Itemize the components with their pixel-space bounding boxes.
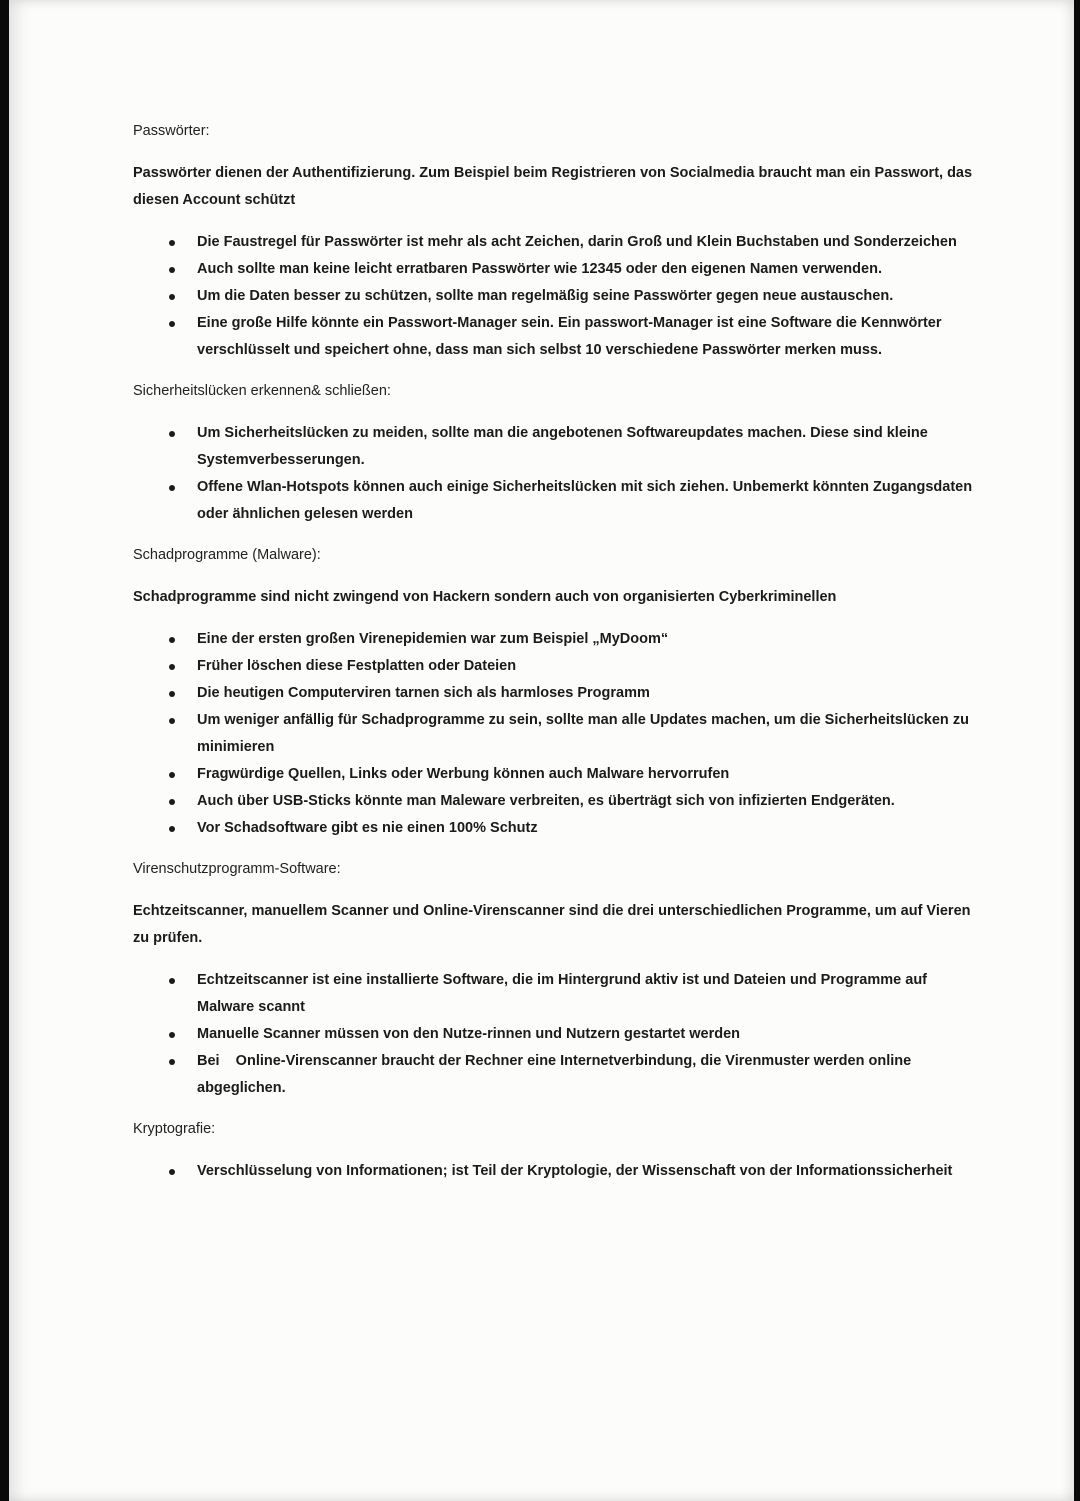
bullet-text: Auch über USB-Sticks könnte man Maleware verbreiten, es überträgt sich von infizierten Endgeräten. xyxy=(197,793,895,809)
bullet-dot-icon xyxy=(169,267,175,273)
section-paragraph: Passwörter dienen der Authentifizierung. Zum Beispiel beim Registrieren von Socialmedia braucht man ein Passwort, das diesen Account schützt xyxy=(133,165,973,208)
bullet-list xyxy=(133,420,973,528)
bullet-dot-icon xyxy=(169,485,175,491)
bullet-list xyxy=(133,626,973,842)
bullet-item xyxy=(133,1048,973,1102)
bullet-item xyxy=(133,788,973,815)
bullet-item xyxy=(133,310,973,364)
bullet-text: Eine große Hilfe könnte ein Passwort-Manager sein. Ein passwort-Manager ist eine Software die Kennwörter verschlüsselt und speichert ohne, dass man sich selbst 10 verschiedene Passwörter merken muss. xyxy=(197,315,942,358)
section-heading: Virenschutzprogramm-Software: xyxy=(133,861,341,877)
bullet-text: Bei Online-Virenscanner braucht der Rechner eine Internetverbindung, die Virenmuster werden online abgeglichen. xyxy=(197,1053,916,1096)
bullet-item xyxy=(133,653,973,680)
bullet-item xyxy=(133,256,973,283)
bullet-text: Um weniger anfällig für Schadprogramme zu sein, sollte man alle Updates machen, um die Sicherheitslücken zu minimieren xyxy=(197,712,969,755)
bullet-list xyxy=(133,967,973,1102)
bullet-text: Früher löschen diese Festplatten oder Dateien xyxy=(197,658,517,674)
bullet-text: Fragwürdige Quellen, Links oder Werbung können auch Malware hervorrufen xyxy=(197,766,730,782)
bullet-item xyxy=(133,283,973,310)
bullet-item xyxy=(133,967,973,1021)
section-passwoerter xyxy=(133,122,973,364)
section-heading: Passwörter: xyxy=(133,123,210,139)
bullet-item xyxy=(133,1021,973,1048)
bullet-text: Die Faustregel für Passwörter ist mehr als acht Zeichen, darin Groß und Klein Buchstaben und Sonderzeichen xyxy=(197,234,957,250)
bullet-dot-icon xyxy=(169,637,175,643)
section-kryptografie xyxy=(133,1120,973,1185)
section-heading: Kryptografie: xyxy=(133,1121,216,1137)
bullet-dot-icon xyxy=(169,978,175,984)
bullet-text: Die heutigen Computerviren tarnen sich als harmloses Programm xyxy=(197,685,650,701)
bullet-item xyxy=(133,1158,973,1185)
section-paragraph: Schadprogramme sind nicht zwingend von Hackern sondern auch von organisierten Cyberkriminellen xyxy=(133,589,837,605)
bullet-dot-icon xyxy=(169,431,175,437)
bullet-dot-icon xyxy=(169,1169,175,1175)
document-page xyxy=(9,0,1074,1501)
section-paragraph: Echtzeitscanner, manuellem Scanner und Online-Virenscanner sind die drei unterschiedlichen Programme, um auf Vieren zu prüfen. xyxy=(133,903,971,946)
section-schadprogramme xyxy=(133,546,973,842)
bullet-dot-icon xyxy=(169,321,175,327)
section-sicherheitsluecken xyxy=(133,382,973,528)
bullet-list xyxy=(133,1158,973,1185)
bullet-dot-icon xyxy=(169,1059,175,1065)
bullet-text: Eine der ersten großen Virenepidemien war zum Beispiel „MyDoom“ xyxy=(197,631,669,647)
bullet-dot-icon xyxy=(169,294,175,300)
bullet-dot-icon xyxy=(169,1032,175,1038)
scan-edge-right xyxy=(1074,0,1080,1501)
bullet-item xyxy=(133,815,973,842)
section-heading: Sicherheitslücken erkennen& schließen: xyxy=(133,383,391,399)
section-virenschutz xyxy=(133,860,973,1102)
bullet-text: Um Sicherheitslücken zu meiden, sollte man die angebotenen Softwareupdates machen. Diese sind kleine Systemverbesserungen. xyxy=(197,425,928,468)
bullet-text: Manuelle Scanner müssen von den Nutze-rinnen und Nutzern gestartet werden xyxy=(197,1026,741,1042)
bullet-item xyxy=(133,680,973,707)
bullet-dot-icon xyxy=(169,826,175,832)
bullet-text: Offene Wlan-Hotspots können auch einige Sicherheitslücken mit sich ziehen. Unbemerkt könnten Zugangsdaten oder ähnlichen gelesen werden xyxy=(197,479,973,522)
bullet-item xyxy=(133,420,973,474)
document-content xyxy=(133,122,973,1203)
bullet-dot-icon xyxy=(169,799,175,805)
bullet-text: Um die Daten besser zu schützen, sollte man regelmäßig seine Passwörter gegen neue austauschen. xyxy=(197,288,894,304)
bullet-text: Auch sollte man keine leicht erratbaren Passwörter wie 12345 oder den eigenen Namen verwenden. xyxy=(197,261,882,277)
bullet-item xyxy=(133,761,973,788)
bullet-text: Vor Schadsoftware gibt es nie einen 100% Schutz xyxy=(197,820,538,836)
bullet-item xyxy=(133,229,973,256)
bullet-item xyxy=(133,626,973,653)
bullet-dot-icon xyxy=(169,664,175,670)
bullet-text: Echtzeitscanner ist eine installierte Software, die im Hintergrund aktiv ist und Dateien und Programme auf Malware scannt xyxy=(197,972,927,1015)
bullet-item xyxy=(133,707,973,761)
bullet-dot-icon xyxy=(169,718,175,724)
bullet-dot-icon xyxy=(169,772,175,778)
bullet-dot-icon xyxy=(169,240,175,246)
scan-edge-left xyxy=(0,0,9,1501)
bullet-list xyxy=(133,229,973,364)
bullet-text: Verschlüsselung von Informationen; ist Teil der Kryptologie, der Wissenschaft von der Informationssicherheit xyxy=(197,1163,953,1179)
bullet-dot-icon xyxy=(169,691,175,697)
section-heading: Schadprogramme (Malware): xyxy=(133,547,321,563)
bullet-item xyxy=(133,474,973,528)
